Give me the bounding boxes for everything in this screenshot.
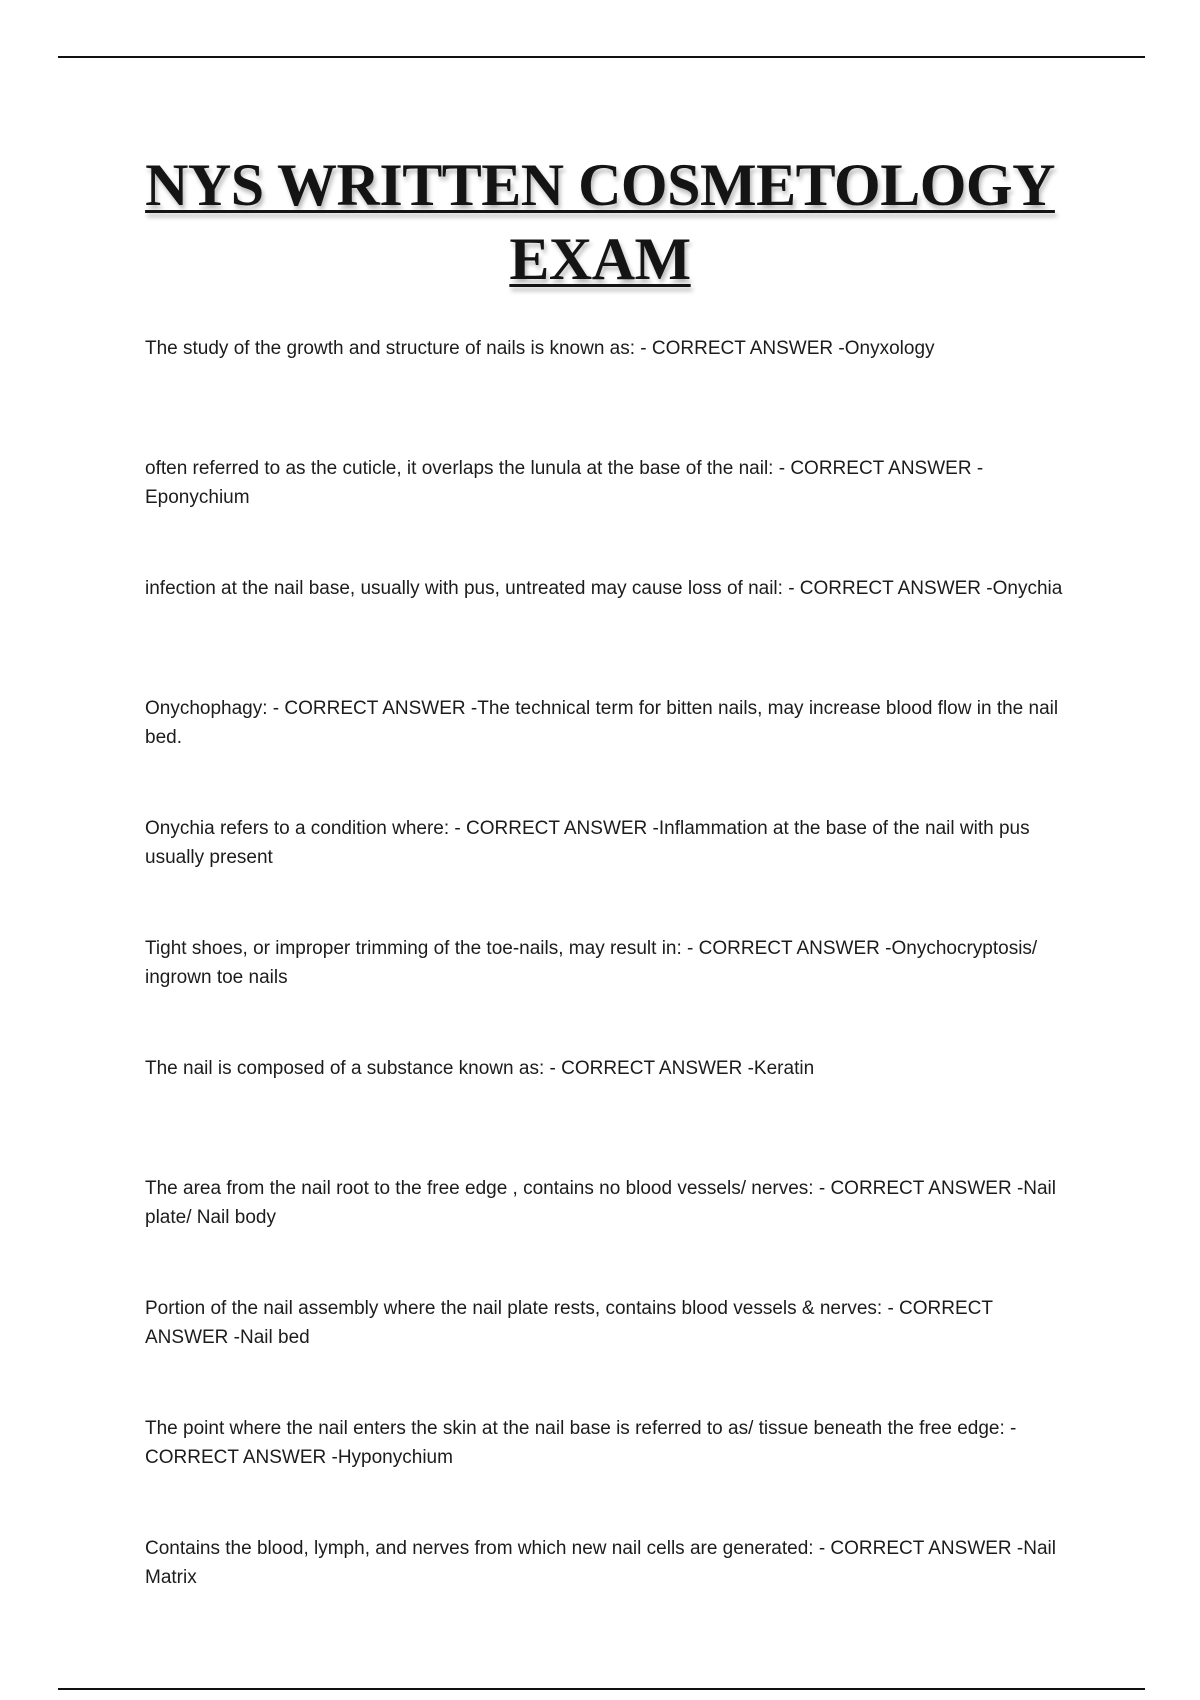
- title-line-2: EXAM: [509, 226, 691, 292]
- qa-item: Onychia refers to a condition where: - CORRECT ANSWER -Inflammation at the base of the nail with pus usually present: [145, 818, 1030, 868]
- question-answer-list: [145, 334, 1065, 1654]
- qa-item: Portion of the nail assembly where the nail plate rests, contains blood vessels & nerves: - CORRECT ANSWER -Nail bed: [145, 1298, 993, 1348]
- qa-item: Onychophagy: - CORRECT ANSWER -The technical term for bitten nails, may increase blood flow in the nail bed.: [145, 698, 1059, 748]
- top-rule: [58, 56, 1145, 58]
- qa-item: The point where the nail enters the skin at the nail base is referred to as/ tissue beneath the free edge: - CORRECT ANSWER -Hyponychium: [145, 1418, 1017, 1468]
- bottom-rule: [58, 1688, 1145, 1690]
- qa-item: infection at the nail base, usually with pus, untreated may cause loss of nail: - CORRECT ANSWER -Onychia: [145, 578, 1063, 599]
- qa-item: The study of the growth and structure of nails is known as: - CORRECT ANSWER -Onyxology: [145, 338, 935, 359]
- document-title: [0, 148, 1200, 296]
- qa-item: The area from the nail root to the free edge , contains no blood vessels/ nerves: - CORRECT ANSWER -Nail plate/ Nail body: [145, 1178, 1056, 1228]
- qa-item: often referred to as the cuticle, it overlaps the lunula at the base of the nail: - CORRECT ANSWER -Eponychium: [145, 458, 984, 508]
- qa-item: Contains the blood, lymph, and nerves from which new nail cells are generated: - CORRECT ANSWER -Nail Matrix: [145, 1538, 1056, 1588]
- title-line-1: NYS WRITTEN COSMETOLOGY: [145, 152, 1055, 218]
- qa-item: The nail is composed of a substance known as: - CORRECT ANSWER -Keratin: [145, 1058, 815, 1079]
- qa-item: Tight shoes, or improper trimming of the toe-nails, may result in: - CORRECT ANSWER -Onychocryptosis/ ingrown toe nails: [145, 938, 1038, 988]
